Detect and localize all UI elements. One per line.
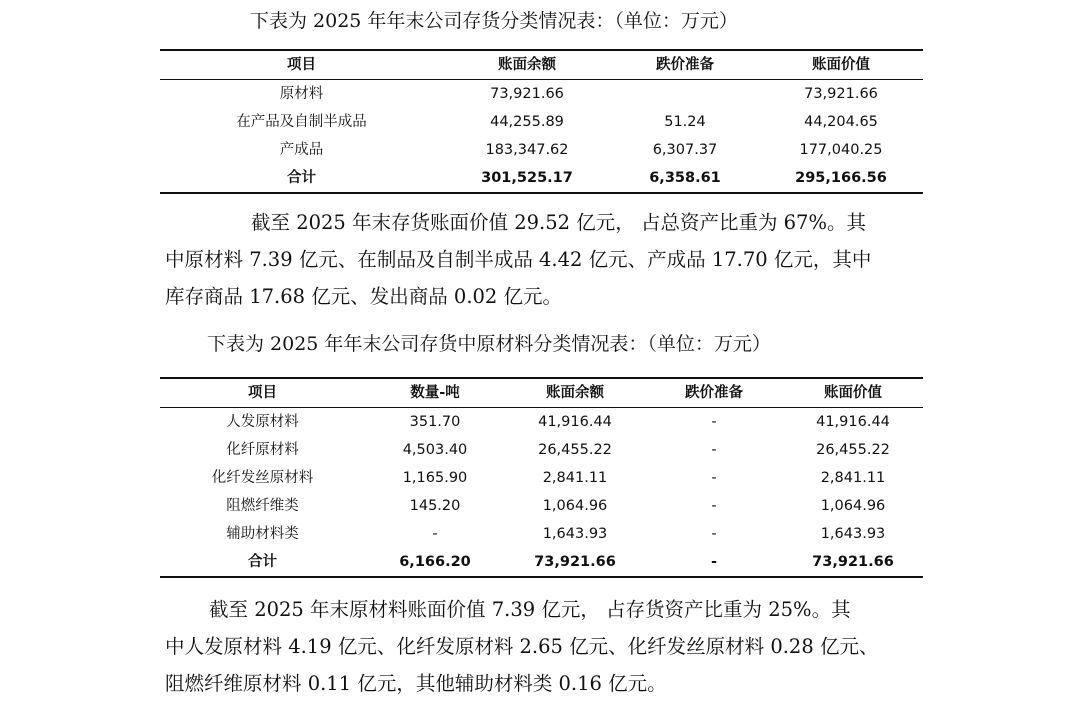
table1-caption: 下表为 2025 年年末公司存货分类情况表：（单位：万元）: [250, 10, 738, 32]
column-header-impairment: 跌价准备: [656, 57, 714, 73]
table-header-row: [160, 378, 923, 408]
table2-caption: 下表为 2025 年年末公司存货中原材料分类情况表：（单位：万元）: [207, 333, 771, 355]
table-cell: 1,165.90: [402, 470, 468, 486]
table-cell: 73,921.66: [804, 86, 878, 102]
table-cell: 合计: [287, 170, 316, 186]
paragraph-line: 中人发原材料 4.19 亿元、化纤发原材料 2.65 亿元、化纤发丝原材料 0.28 亿元、: [165, 635, 879, 658]
table-cell: 人发原材料: [226, 414, 299, 430]
table-row: [160, 108, 923, 136]
table-cell: 阻燃纤维类: [226, 498, 299, 514]
column-header-book-balance: 账面余额: [546, 385, 604, 401]
table-cell: 原材料: [279, 86, 324, 102]
table-cell: 26,455.22: [538, 442, 612, 458]
paragraph-line: 库存商品 17.68 亿元、发出商品 0.02 亿元。: [165, 285, 563, 308]
table-cell: 6,307.37: [652, 142, 718, 158]
table-cell: 51.24: [664, 114, 706, 130]
table-cell: 辅助材料类: [226, 526, 299, 542]
column-header-book-value: 账面价值: [812, 57, 870, 73]
table-cell: 4,503.40: [402, 442, 468, 458]
table-cell: 2,841.11: [542, 470, 608, 486]
table-cell: 6,166.20: [399, 554, 471, 570]
table-header-row: [160, 50, 923, 80]
table-cell: -: [711, 526, 717, 542]
column-header-book-balance: 账面余额: [498, 57, 556, 73]
table-cell: 在产品及自制半成品: [236, 114, 367, 130]
table-cell: 合计: [248, 554, 277, 570]
table-cell: 177,040.25: [799, 142, 883, 158]
inventory-summary-paragraph: [165, 204, 925, 315]
table-cell: 183,347.62: [485, 142, 569, 158]
table-cell: 41,916.44: [538, 414, 612, 430]
column-header-item: 项目: [248, 385, 277, 401]
table-cell: 73,921.66: [534, 554, 616, 570]
inventory-category-table: [160, 49, 923, 194]
paragraph-line: 截至 2025 年末存货账面价值 29.52 亿元， 占总资产比重为 67%。其: [251, 211, 866, 234]
column-header-quantity: 数量-吨: [410, 385, 460, 401]
table-cell: [611, 80, 759, 109]
table-cell: 1,064.96: [542, 498, 608, 514]
table-cell: 301,525.17: [481, 170, 573, 186]
table-cell: 73,921.66: [812, 554, 894, 570]
table-cell: 145.20: [409, 498, 461, 514]
column-header-book-value: 账面价值: [824, 385, 882, 401]
table-row: [160, 436, 923, 464]
table-cell: 26,455.22: [816, 442, 890, 458]
table-row: [160, 520, 923, 548]
table-row: [160, 492, 923, 520]
table-cell: -: [432, 526, 438, 542]
table-cell: 41,916.44: [816, 414, 890, 430]
table-cell: 1,643.93: [542, 526, 608, 542]
raw-material-summary-paragraph: [165, 591, 925, 702]
paragraph-line: 中原材料 7.39 亿元、在制品及自制半成品 4.42 亿元、产成品 17.70 亿元，其中: [165, 248, 872, 271]
table-cell: 化纤发丝原材料: [211, 470, 314, 486]
paragraph-line: 截至 2025 年末原材料账面价值 7.39 亿元， 占存货资产比重为 25%。其: [209, 598, 851, 621]
paragraph-line: 阻燃纤维原材料 0.11 亿元，其他辅助材料类 0.16 亿元。: [165, 672, 667, 695]
table-cell: 1,064.96: [820, 498, 886, 514]
table-cell: -: [711, 414, 717, 430]
table-row: [160, 464, 923, 492]
table-total-row: [160, 548, 923, 577]
table-cell: 1,643.93: [820, 526, 886, 542]
table-total-row: [160, 164, 923, 193]
column-header-impairment: 跌价准备: [685, 385, 743, 401]
column-header-item: 项目: [287, 57, 316, 73]
table-cell: -: [710, 554, 718, 570]
table-row: [160, 136, 923, 164]
table-cell: 2,841.11: [820, 470, 886, 486]
table-cell: 295,166.56: [795, 170, 887, 186]
table-cell: -: [711, 498, 717, 514]
table-cell: 44,255.89: [490, 114, 564, 130]
table-cell: -: [711, 470, 717, 486]
table-row: [160, 408, 923, 437]
table-cell: 73,921.66: [490, 86, 564, 102]
table-cell: -: [711, 442, 717, 458]
table-row: [160, 80, 923, 109]
table-cell: 351.70: [409, 414, 461, 430]
table-cell: 产成品: [279, 142, 324, 158]
raw-material-table: [160, 377, 923, 578]
table-cell: 44,204.65: [804, 114, 878, 130]
table-cell: 化纤原材料: [226, 442, 299, 458]
table-cell: 6,358.61: [649, 170, 721, 186]
